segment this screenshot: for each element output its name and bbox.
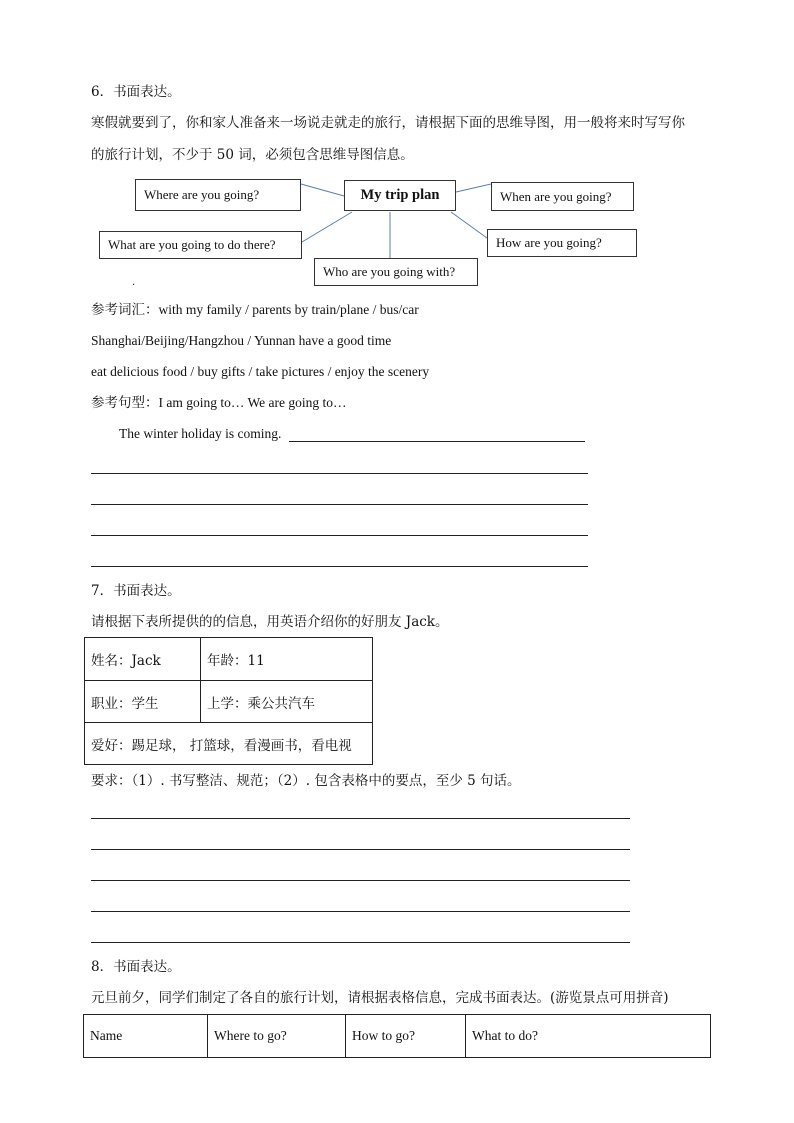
q6-pattern-line: 参考句型：I am going to… We are going to… — [91, 395, 347, 410]
q7-answer-line-3[interactable] — [91, 880, 630, 881]
stray-dot: . — [132, 277, 136, 288]
q8-instruction: 元旦前夕，同学们制定了各自的旅行计划，请根据表格信息，完成书面表达。(游览景点可用拼音) — [91, 990, 669, 1006]
q8-header-where: Where to go? — [208, 1015, 346, 1058]
q6-answer-line-1[interactable] — [289, 441, 585, 442]
connector-when — [456, 184, 491, 192]
q7-answer-line-1[interactable] — [91, 818, 630, 819]
q7-cell-job: 职业：学生 — [85, 681, 201, 723]
q8-header-how: How to go? — [346, 1015, 466, 1058]
connector-how — [451, 212, 487, 238]
q6-instruction-line2: 的旅行计划，不少于 50 词，必须包含思维导图信息。 — [91, 147, 414, 163]
q8-header-name: Name — [84, 1015, 208, 1058]
mindmap-what: What are you going to do there? — [99, 231, 302, 259]
connector-what — [302, 212, 352, 242]
mindmap-how: How are you going? — [487, 229, 637, 257]
q6-answer-line-3[interactable] — [91, 504, 588, 505]
q6-heading: 6．书面表达。 — [91, 84, 181, 100]
q7-heading: 7．书面表达。 — [91, 583, 181, 599]
q7-answer-line-4[interactable] — [91, 911, 630, 912]
q7-instruction: 请根据下表所提供的的信息，用英语介绍你的好朋友 Jack。 — [91, 614, 449, 630]
q7-answer-line-2[interactable] — [91, 849, 630, 850]
mindmap-who: Who are you going with? — [314, 258, 478, 286]
connector-where — [301, 184, 344, 196]
mindmap-when: When are you going? — [491, 182, 634, 211]
q7-cell-age: 年龄：11 — [201, 638, 373, 681]
q6-vocab-line1: 参考词汇：with my family / parents by train/plane / bus/car — [91, 302, 419, 317]
q7-cell-name: 姓名：Jack — [85, 638, 201, 681]
q7-cell-hobby: 爱好：踢足球， 打篮球，看漫画书，看电视 — [85, 723, 373, 765]
q6-answer-line-4[interactable] — [91, 535, 588, 536]
q6-starter-sentence: The winter holiday is coming. — [119, 426, 282, 441]
mindmap-where: Where are you going? — [135, 179, 301, 211]
mindmap-center: My trip plan — [344, 180, 456, 211]
q6-vocab-line2: Shanghai/Beijing/Hangzhou / Yunnan have a good time — [91, 333, 392, 348]
q7-cell-school: 上学：乘公共汽车 — [201, 681, 373, 723]
q7-answer-line-5[interactable] — [91, 942, 630, 943]
q6-instruction-line1: 寒假就要到了，你和家人准备来一场说走就走的旅行，请根据下面的思维导图，用一般将来时写写你 — [91, 115, 685, 131]
q8-heading: 8．书面表达。 — [91, 959, 181, 975]
q6-answer-line-2[interactable] — [91, 473, 588, 474]
q7-requirement: 要求：（1）. 书写整洁、规范；（2）. 包含表格中的要点，至少 5 句话。 — [91, 773, 521, 789]
q7-info-table — [84, 637, 373, 765]
q6-answer-line-5[interactable] — [91, 566, 588, 567]
q6-vocab-line3: eat delicious food / buy gifts / take pictures / enjoy the scenery — [91, 364, 430, 379]
q8-header-what: What to do? — [466, 1015, 711, 1058]
q8-plan-table — [83, 1014, 711, 1058]
